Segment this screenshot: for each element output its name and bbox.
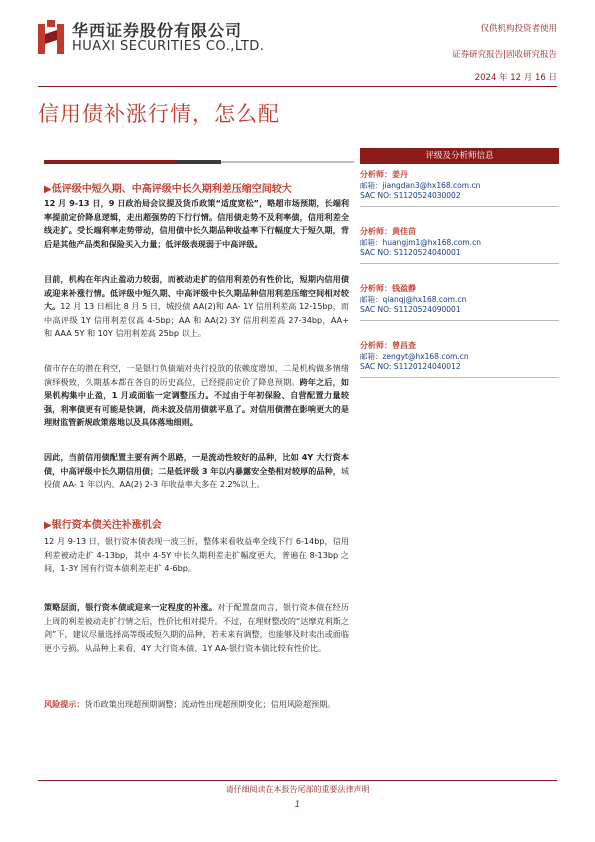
paragraph-bank-capital-review: 12 月 9-13 日，银行资本债表现一波三折，整体来看收益率全线下行 6-14bp，信用利差被动走扩 4-13bp，其中 4-5Y 中长久期利差走扩幅度更大，普遍在 8-13bp 之间，1-3Y 国有行资本债利差走扩 4-6bp。 <box>44 536 349 574</box>
analyst-card: 分析师：黄佳苗 邮箱：huangjm1@hx168.com.cn SAC NO: S1120524040001 <box>360 227 559 264</box>
section-rule <box>44 160 354 164</box>
paragraph-strategy: 策略层面，银行资本债或迎来一定程度的补涨。对于配置盘而言，银行资本债在经历上周的利差被动走扩行情之后，性价比相对提升。不过，在理财整改的“达摩克利斯之剑”下，建议尽量选择高等级或短久期的品种，若未来有调整，也能够及时卖出或面临更小亏损。从品种上来看，4Y 大行资本债、1Y AA-银行资本债比较有性价比。 <box>44 602 349 653</box>
huaxi-logo <box>38 20 64 54</box>
page-number: 1 <box>294 800 301 810</box>
company-name-en: HUAXI SECURITIES CO.,LTD. <box>72 39 265 54</box>
company-name-cn: 华西证券股份有限公司 <box>72 21 243 40</box>
paragraph-allocation: 因此，当前信用债配置主要有两个思路，一是流动性较好的品种，比如 4Y 大行资本债，中高评级中长久期信用债；二是低评级 3 年以内暴露安全垫相对较厚的品种，城投债 AA- 1 年以内、AA(2) 2-3 年收益率大多在 2.2%以上。 <box>44 452 349 490</box>
report-type: 证券研究报告|固收研究报告 <box>452 50 557 60</box>
report-date: 2024 年 12 月 16 日 <box>474 73 557 83</box>
analyst-card: 分析师：曾昌查 邮箱：zengyt@hx168.com.cn SAC NO: S1120124040012 <box>360 341 559 378</box>
header-divider <box>38 86 557 87</box>
audience-note: 仅供机构投资者使用 <box>480 24 557 34</box>
section-heading-spread: ▶低评级中短久期、中高评级中长久期利差压缩空间较大 <box>44 184 292 195</box>
analyst-card: 分析师：钱盈静 邮箱：qianqj@hx168.com.cn SAC NO: S1120524090001 <box>360 284 559 321</box>
footer-divider <box>38 780 557 781</box>
analyst-info-header: 评级及分析师信息 <box>360 148 559 164</box>
legal-notice: 请仔细阅读在本报告尾部的重要法律声明 <box>225 785 370 794</box>
paragraph-market-review: 12 月 9-13 日，9 日政治局会议提及货币政策“适度宽松”，略超市场预期，长端利率提前定价降息逻辑，走出超强势的下行行情。信用债走势不及利率债，信用利差全线走扩。受长端利率走势带动，信用债中长久期品种收益率下行幅度大于短久期，背后是其他产品类和保险买入力量；低评级表现弱于中高评级。 <box>44 198 349 249</box>
risk-warning: 风险提示：货币政策出现超预期调整；流动性出现超预期变化；信用风险超预期。 <box>44 699 336 709</box>
paragraph-risk-factors: 债市存在的潜在利空，一是银行负债端对央行投放的依赖度增加，二是机构做多情绪演绎极致，久期基本都在各自的历史高位，已经提前定价了降息预期。跨年之后，如果机构集中止盈，1 月或面临一定调整压力。不过由于年初保险、自营配置力量较强，利率债更有可能是快调，尚未波及信用债就平息了。对信用债潜在影响更大的是理财监管新规政策落地以及具体落地细则。 <box>44 363 349 428</box>
section-heading-bank-capital: ▶银行资本债关注补涨机会 <box>44 520 162 531</box>
paragraph-spread-analysis: 目前，机构在年内止盈动力较弱，而被动走扩的信用利差仍有性价比，短期内信用债或迎来补涨行情。低评级中短久期、中高评级中长久期品种信用利差压缩空间相对较大。12 月 13 日相比 8 月 5 日，城投债 AA(2)和 AA- 1Y 信用利差高 12-15bp，而中高评级 1Y 信用利差仅高 4-5bp；AA 和 AA(2) 3Y 信用利差高 27-34bp，AA+ 和 AAA 5Y 和 10Y 信用利差高 25bp 以上。 <box>44 274 349 339</box>
analyst-card: 分析师：姜丹 邮箱：jiangdan3@hx168.com.cn SAC NO: S1120524030002 <box>360 170 559 207</box>
report-title: 信用债补涨行情，怎么配 <box>38 102 280 126</box>
